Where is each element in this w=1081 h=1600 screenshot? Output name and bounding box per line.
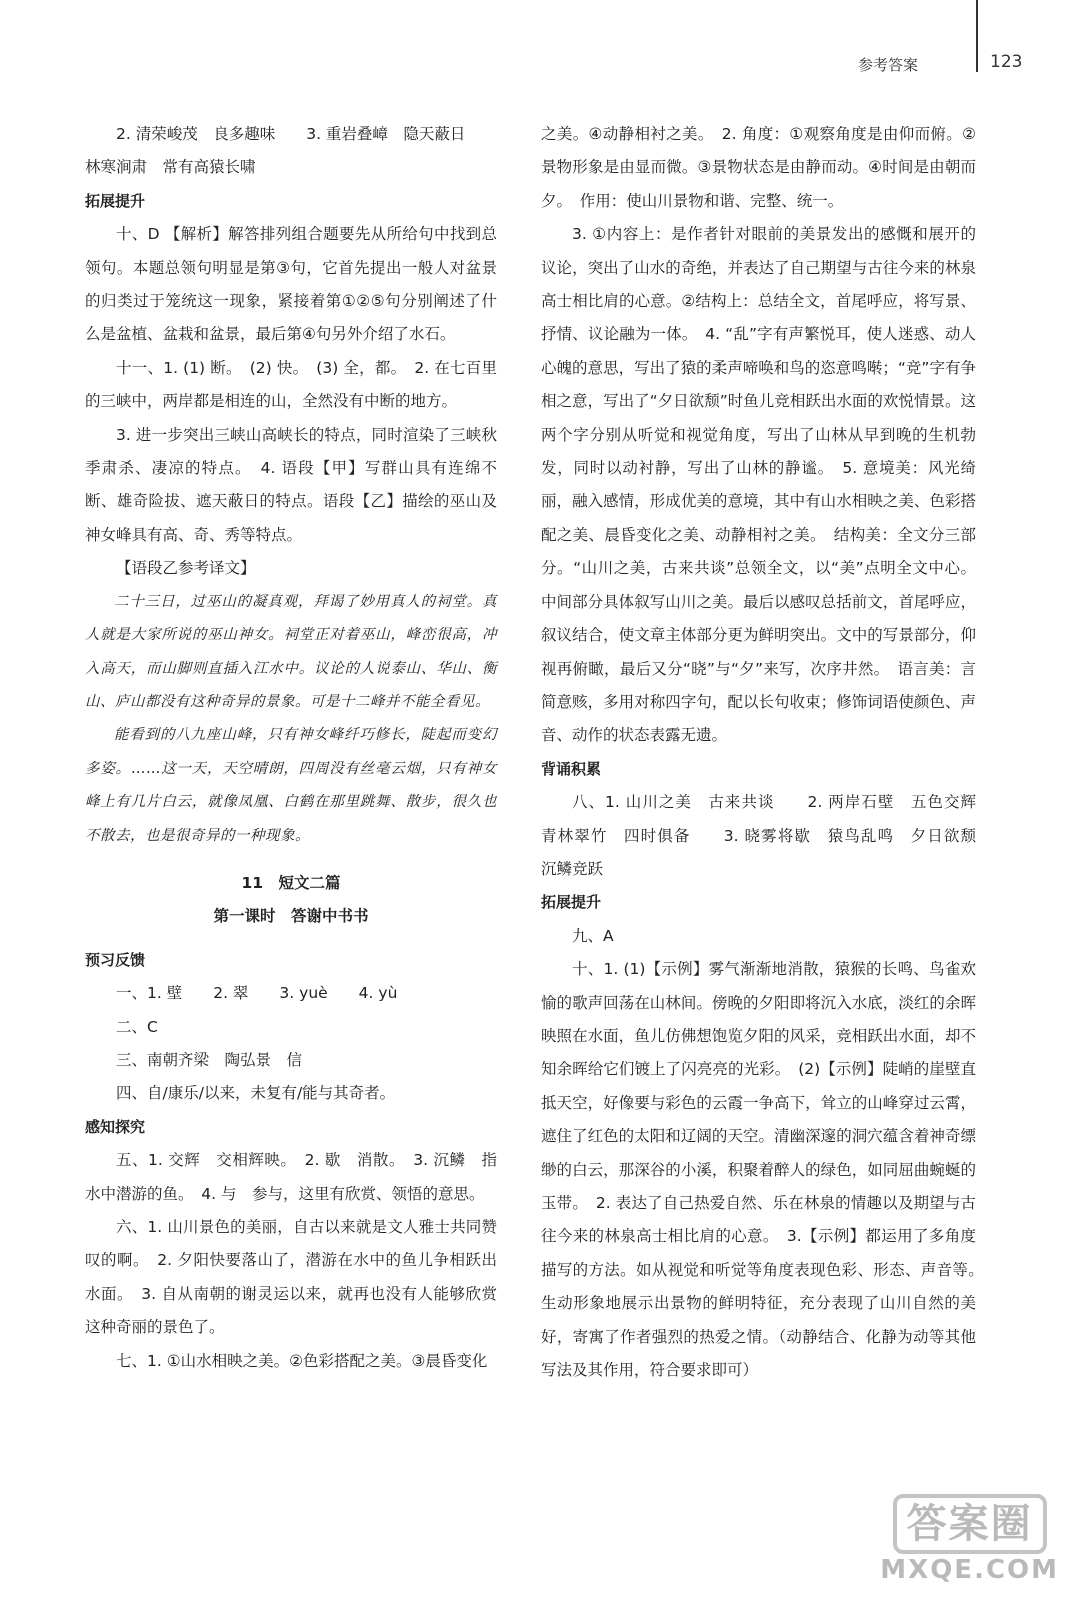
page-number: 123 <box>990 52 1023 72</box>
answer-paragraph: 之美。④动静相衬之美。 2. 角度：①观察角度是由仰而俯。②景物形象是由显而微。③景物状态是由静而动。④时间是由朝而夕。 作用：使山川景物和谐、完整、统一。 <box>541 125 976 210</box>
left-column <box>85 118 497 1378</box>
answer-paragraph: 五、1. 交辉 交相辉映。 2. 歇 消散。 3. 沉鳞 指水中潜游的鱼。 4. 与 参与，这里有欣赏、领悟的意思。 <box>85 1151 497 1203</box>
section-heading: 拓展提升 <box>85 191 146 210</box>
answer-paragraph: 十、D 【解析】解答排列组合题要先从所给句中找到总领句。本题总领句明显是第③句，它首先提出一般人对盆景的归类过于笼统这一现象，紧接着第①②⑤句分别阐述了什么是盆植、盆栽和盆景，最后第④句另外介绍了水石。 <box>85 225 497 344</box>
answer-paragraph: 2. 清荣峻茂 良多趣味 3. 重岩叠嶂 隐天蔽日 <box>116 125 466 143</box>
answer-paragraph: 八、1. 山川之美 古来共谈 2. 两岸石壁 五色交辉 青林翠竹 四时俱备 3. 晓雾将歇 猿鸟乱鸣 夕日欲颓 沉鳞竞跃 <box>541 793 992 878</box>
translation-paragraph: 二十三日，过巫山的凝真观，拜谒了妙用真人的祠堂。真人就是大家所说的巫山神女。祠堂正对着巫山，峰峦很高，冲入高天，而山脚则直插入江水中。议论的人说泰山、华山、衡山、庐山都没有这种奇异的景象。可是十二峰并不能全看见。 <box>85 593 497 710</box>
answer-paragraph: 林寒涧肃 常有高猿长啸 <box>85 158 256 177</box>
answer-paragraph: 六、1. 山川景色的美丽，自古以来就是文人雅士共同赞叹的啊。 2. 夕阳快要落山了，潜游在水中的鱼儿争相跃出水面。 3. 自从南朝的谢灵运以来，就再也没有人能够欣赏这种奇丽的景色了。 <box>85 1218 497 1337</box>
answer-paragraph: 十、1. (1)【示例】雾气渐渐地消散，猿猴的长鸣、鸟雀欢愉的歌声回荡在山林间。傍晚的夕阳即将沉入水底，淡红的余晖映照在水面，鱼儿仿佛想饱览夕阳的风采，竞相跃出水面，却不知余晖给它们镀上了闪亮亮的光彩。 (2)【示例】陡峭的崖壁直抵天空，好像要与彩色的云霞一争高下，耸立的山峰穿过云霄，遮住了红色的太阳和辽阔的天空。清幽深邃的洞穴蕴含着神奇缥缈的白云，那深谷的小溪，积聚着醉人的绿色，如同屈曲蜿蜒的玉带。 2. 表达了自己热爱自然、乐在林泉的情趣以及期望与古往今来的林泉高士相比肩的心意。 3.【示例】都运用了多角度描写的方法。如从视觉和听觉等角度表现色彩、形态、声音等。 生动形象地展示出景物的鲜明特征，充分表现了山川自然的美好，寄寓了作者强烈的热爱之情。（动静结合、化静为动等其他写法及其作用，符合要求即可） <box>541 960 992 1380</box>
answer-paragraph: 一、1. 壁 2. 翠 3. yuè 4. yù <box>116 984 398 1003</box>
header-divider <box>976 0 978 72</box>
section-heading: 感知探究 <box>85 1117 146 1136</box>
answer-paragraph: 七、1. ①山水相映之美。②色彩搭配之美。③晨昏变化 <box>116 1351 488 1370</box>
answer-paragraph: 十一、1. (1) 断。 (2) 快。 (3) 全，都。 2. 在七百里的三峡中，两岸都是相连的山，全然没有中断的地方。 <box>85 358 497 411</box>
section-heading: 预习反馈 <box>85 950 146 969</box>
section-heading: 背诵积累 <box>541 759 602 778</box>
section-title: 参考答案 <box>858 56 919 74</box>
answer-paragraph: 九、A <box>572 926 614 945</box>
right-column <box>541 118 992 1387</box>
translation-paragraph: 能看到的八九座山峰，只有神女峰纤巧修长，陡起而变幻多姿。……这一天，天空晴朗，四周没有丝毫云烟，只有神女峰上有几片白云，就像凤凰、白鹤在那里跳舞、散步，很久也不散去，也是很奇异的一种现象。 <box>85 727 497 844</box>
answer-paragraph: 【语段乙参考译文】 <box>116 559 256 578</box>
lesson-title: 11 短文二篇 <box>241 873 341 892</box>
answer-paragraph: 二、C <box>116 1017 158 1036</box>
lesson-subtitle: 第一课时 答谢中书书 <box>213 907 369 926</box>
section-heading: 拓展提升 <box>541 893 602 912</box>
answer-paragraph: 四、自/康乐/以来，未复有/能与其奇者。 <box>116 1084 396 1103</box>
answer-paragraph: 三、南朝齐梁 陶弘景 信 <box>116 1050 303 1069</box>
answer-paragraph: 3. 进一步突出三峡山高峡长的特点，同时渲染了三峡秋季肃杀、凄凉的特点。 4. 语段【甲】写群山具有连绵不断、雄奇险拔、遮天蔽日的特点。语段【乙】描绘的巫山及神女峰具有高、奇、秀等特点。 <box>85 425 497 544</box>
answer-paragraph: 3. ①内容上：是作者针对眼前的美景发出的感慨和展开的议论，突出了山水的奇绝，并表达了自己期望与古往今来的林泉高士相比肩的心意。②结构上：总结全文，首尾呼应，将写景、抒情、议论融为一体。 4. “乱”字有声繁悦耳，使人迷惑、动人心魄的意思，写出了猿的柔声啼唤和鸟的恣意鸣啭；“竞”字有争相之意，写出了“夕日欲颓”时鱼儿竞相跃出水面的欢悦情景。这两个字分别从听觉和视觉角度，写出了山林从早到晚的生机勃发，同时以动衬静，写出了山林的静谧。 5. 意境美：风光绮丽，融入感情，形成优美的意境，其中有山水相映之美、色彩搭配之美、晨昏变化之美、动静相衬之美。 结构美：全文分三部分。“山川之美，古来共谈”总领全文，以“美”点明全文中心。中间部分具体叙写山川之美。最后以感叹总括前文，首尾呼应，叙议结合，使文章主体部分更为鲜明突出。文中的写景部分，仰视再俯瞰，最后又分“晓”与“夕”来写，次序井然。 语言美：言简意赅，多用对称四字句，配以长句收束；修饰词语使颜色、声音、动作的状态表露无遗。 <box>541 225 976 745</box>
watermark <box>880 1494 1059 1586</box>
watermark-url: MXQE.COM <box>880 1555 1059 1585</box>
watermark-logo: 答案圈 <box>893 1494 1047 1554</box>
